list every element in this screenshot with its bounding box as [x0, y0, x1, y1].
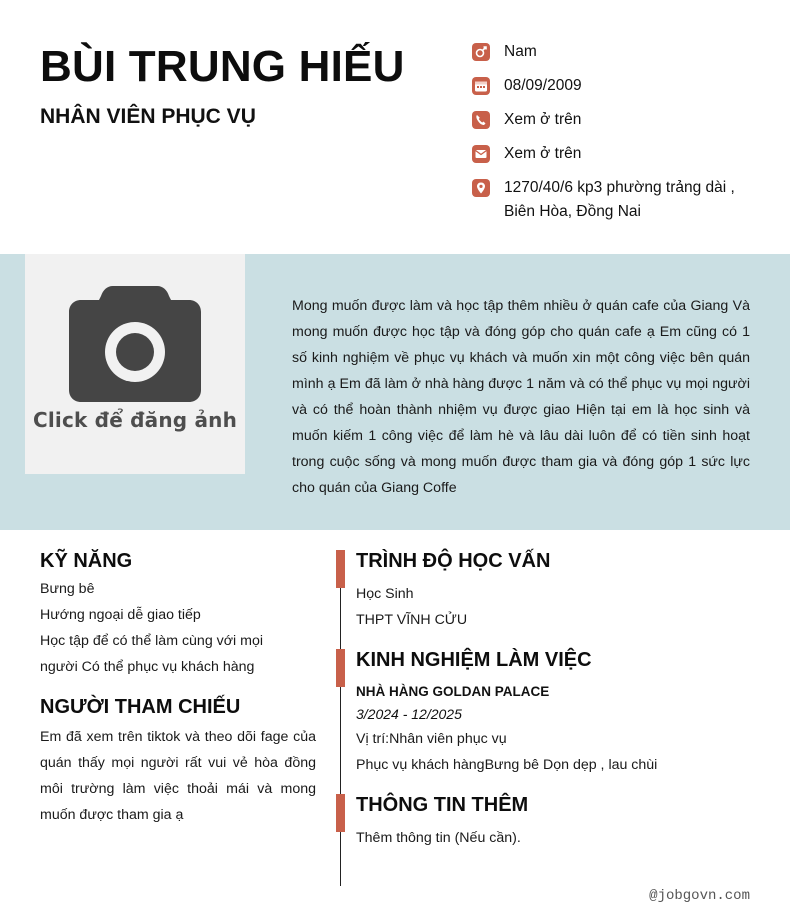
experience-description: Phục vụ khách hàngBưng bê Dọn dẹp , lau chùi: [356, 757, 658, 773]
location-icon: [472, 179, 490, 197]
experience-marker: [336, 649, 345, 687]
calendar-icon: [472, 77, 490, 95]
skill-item: người Có thể phục vụ khách hàng: [40, 659, 255, 675]
candidate-name: BÙI TRUNG HIẾU: [40, 42, 405, 91]
camera-icon: [69, 286, 201, 402]
birthdate-value: 08/09/2009: [504, 77, 582, 94]
additional-title: THÔNG TIN THÊM: [356, 794, 529, 816]
gender-value: Nam: [504, 43, 537, 60]
contact-phone: [472, 108, 581, 132]
education-title: TRÌNH ĐỘ HỌC VẤN: [356, 550, 551, 572]
job-title: NHÂN VIÊN PHỤC VỤ: [40, 105, 256, 128]
timeline-line: [340, 550, 341, 886]
references-title: NGƯỜI THAM CHIẾU: [40, 696, 241, 718]
experience-company: NHÀ HÀNG GOLDAN PALACE: [356, 684, 550, 699]
email-icon: [472, 145, 490, 163]
additional-text: Thêm thông tin (Nếu cần).: [356, 830, 521, 846]
experience-position: Vị trí:Nhân viên phục vụ: [356, 731, 507, 747]
education-school: THPT VĨNH CỬU: [356, 612, 468, 628]
skill-item: Bưng bê: [40, 581, 95, 597]
photo-upload-label: Click để đăng ảnh: [32, 408, 238, 432]
address-value: 1270/40/6 kp3 phường trảng dài , Biên Hòa, Đồng Nai: [504, 179, 735, 220]
career-objective: Mong muốn được làm và học tập thêm nhiều ở quán cafe của Giang Và mong muốn được học tập và đóng góp cho quán cafe ạ Em cũng có 1 số kinh nghiệm về phục vụ khách và muốn xin một công việc bên quán mình ạ Em đã làm ở nhà hàng được 1 năm và có thể phục vụ mọi người và có thể hoàn thành nhiệm vụ được giao Hiện tại em là học sinh và muốn kiếm 1 công việc để làm hè và lâu dài luôn để có tiền sinh hoạt trong cuộc sống và mong muốn được tham gia và đóng góp 1 sức lực cho quán của Giang Coffe: [292, 298, 750, 496]
gender-icon: [472, 43, 490, 61]
education-level: Học Sinh: [356, 586, 414, 602]
photo-upload[interactable]: [25, 254, 245, 474]
contact-address: [472, 176, 762, 224]
experience-period: 3/2024 - 12/2025: [356, 706, 462, 722]
phone-value: Xem ở trên: [504, 111, 582, 128]
experience-title: KINH NGHIỆM LÀM VIỆC: [356, 649, 592, 671]
education-marker: [336, 550, 345, 588]
skill-item: Học tập để có thể làm cùng với mọi: [40, 633, 264, 649]
contact-gender: [472, 40, 537, 64]
skills-title: KỸ NĂNG: [40, 550, 133, 572]
email-value: Xem ở trên: [504, 145, 582, 162]
phone-icon: [472, 111, 490, 129]
skill-item: Hướng ngoại dễ giao tiếp: [40, 607, 201, 623]
contact-birthdate: [472, 74, 582, 98]
watermark: @jobgovn.com: [649, 888, 750, 904]
contact-email: [472, 142, 581, 166]
additional-marker: [336, 794, 345, 832]
references-text: Em đã xem trên tiktok và theo dõi fage của quán thấy mọi người rất vui vẻ hòa đồng môi trường làm việc thoải mái và mong muốn được tham gia ạ: [40, 729, 316, 823]
